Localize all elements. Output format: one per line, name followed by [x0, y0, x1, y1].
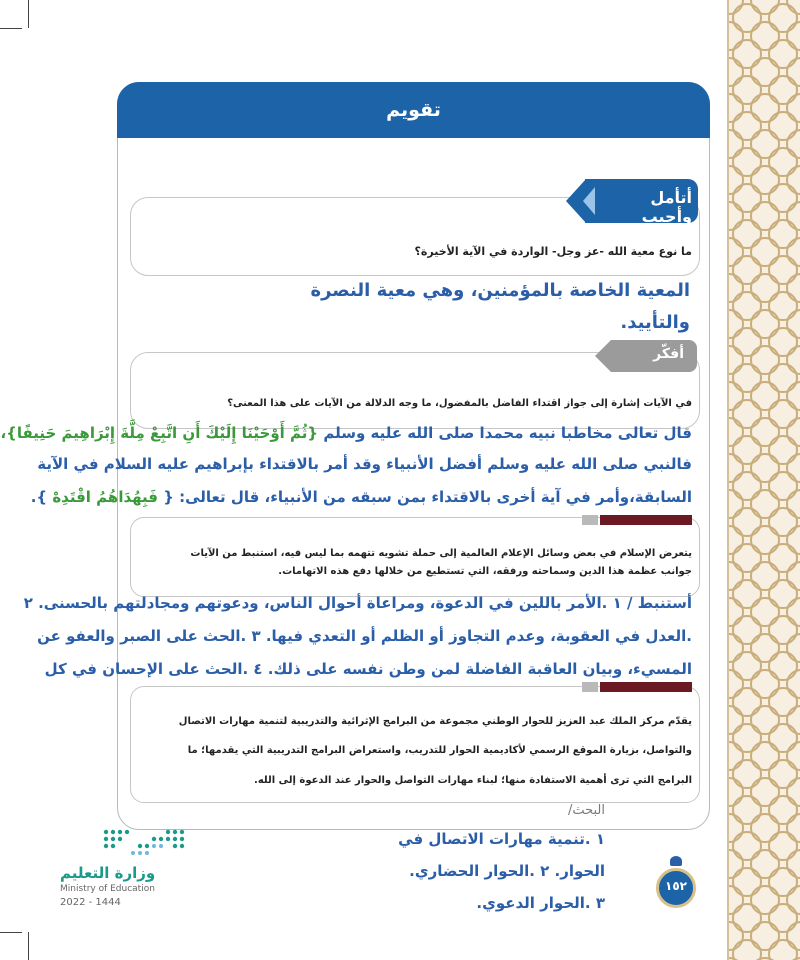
section-marker: [582, 515, 598, 525]
body-text: البرامج التي ترى أهمية الاستفادة منها؛ لبناء مهارات التواصل والحوار عند الدعوة إلى الله.: [254, 775, 692, 786]
crop-mark: [28, 0, 29, 28]
question-text: ما نوع معية الله -عز وجل- الواردة في الآية الأخيرة؟: [414, 245, 692, 258]
research-item: ١ .تنمية مهارات الاتصال في: [398, 830, 605, 848]
answer-text: المسيء، وبيان العاقبة الفاضلة لمن وطن نفسه على ذلك. ٤ .الحث على الإحسان في كل: [44, 660, 692, 678]
answer-text: [30, 488, 692, 506]
body-text: يقدّم مركز الملك عبد العزيز للحوار الوطني مجموعة من البرامج الإثرائية والتدريبية لتنمية مهارات الاتصال: [178, 716, 692, 727]
ornamental-border: [727, 0, 800, 960]
chevron-icon: [595, 340, 611, 372]
answer-text: أستنبط / ١ .الأمر باللين في الدعوة، ومراعاة أحوال الناس، ودعوتهم ومجادلتهم بالحسنى. ٢: [23, 594, 692, 612]
section-marker: [600, 682, 692, 692]
card-title: تقويم: [117, 82, 710, 138]
research-item: الحوار. ٢ .الحوار الحضاري.: [409, 862, 605, 880]
answer-text: والتأييد.: [620, 312, 690, 333]
question-text: في الآيات إشارة إلى جواز اقتداء الفاضل بالمفضول، ما وجه الدلالة من الآيات على هذا المعنى؟: [227, 398, 692, 409]
ministry-logo-icon: [100, 826, 190, 858]
section-heading: أفكّر: [653, 346, 684, 362]
edition-year: 2022 - 1444: [60, 897, 121, 908]
question-text: جوانب عظمة هذا الدين وسماحته ورفقه، التي تستطيع من خلالها دفع هذه الاتهامات.: [278, 566, 692, 577]
quran-verse: {ثُمَّ أَوْحَيْنَا إِلَيْكَ أَنِ اتَّبِعْ مِلَّةَ إِبْرَاهِيمَ حَنِيفًا}،: [0, 424, 319, 442]
answer-text-part: قال تعالى مخاطبا نبيه محمدا صلى الله عليه وسلم: [318, 424, 692, 442]
answer-text-part: }.: [30, 488, 53, 506]
question-text: يتعرض الإسلام في بعض وسائل الإعلام العالمية إلى حملة تشويه تتهمه بما ليس فيه، استنبط من الآيات: [190, 548, 692, 559]
section-marker: [582, 682, 598, 692]
ministry-name-ar: وزارة التعليم: [60, 864, 156, 882]
crop-mark: [0, 932, 22, 933]
answer-text: فالنبي صلى الله عليه وسلم أفضل الأنبياء وقد أمر بالاقتداء بإبراهيم عليه السلام في الآية: [37, 455, 692, 473]
page-number: ١٥٢: [665, 879, 687, 893]
research-label: البحث/: [567, 803, 605, 818]
crown-icon: [670, 856, 682, 866]
ministry-name-en: Ministry of Education: [60, 884, 155, 894]
answer-text-part: السابقة،وأمر في آية أخرى بالاقتداء بمن سبقه من الأنبياء، قال تعالى: {: [157, 488, 692, 506]
answer-text: .العدل في العقوبة، وعدم التجاوز أو الظلم أو التعدي فيها. ٣ .الحث على الصبر والعفو عن: [37, 627, 692, 645]
answer-text: المعية الخاصة بالمؤمنين، وهي معية النصرة: [310, 280, 690, 301]
body-text: والتواصل، بزيارة الموقع الرسمي لأكاديمية الحوار للتدريب، واستعراض البرامج التدريبية التي يقدمها؛ ما: [187, 745, 692, 756]
crop-mark: [28, 932, 29, 960]
section-heading: أتأمل وأجيب: [641, 188, 692, 226]
quran-verse: فَبِهُدَاهُمُ اقْتَدِهْ: [52, 488, 158, 506]
answer-text: [0, 424, 692, 442]
chevron-icon: [583, 187, 595, 215]
research-item: ٣ .الحوار الدعوي.: [476, 894, 605, 912]
crop-mark: [0, 28, 22, 29]
section-marker: [600, 515, 692, 525]
